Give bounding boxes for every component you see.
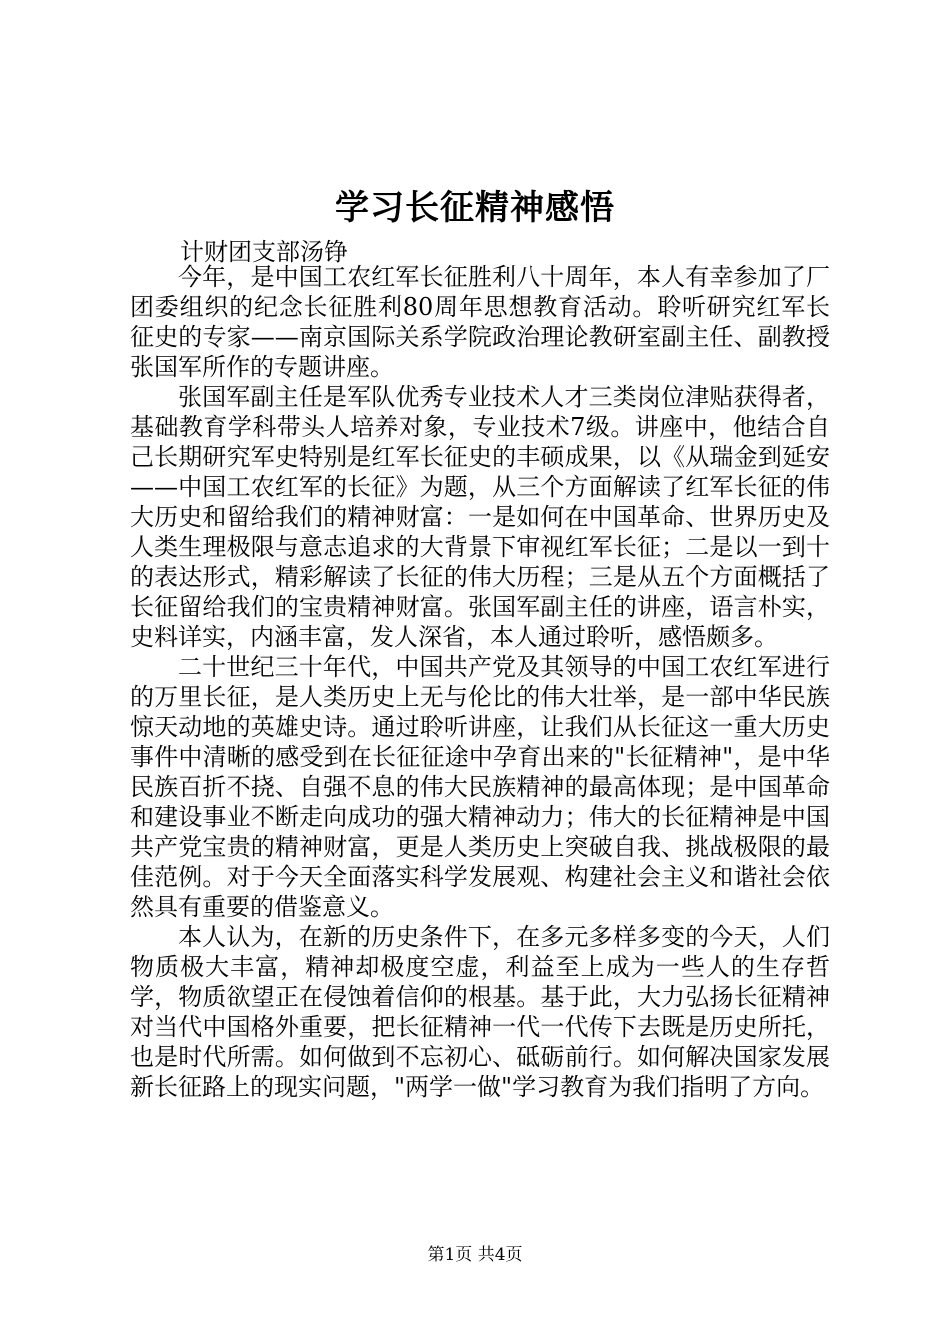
document-title: 学习长征精神感悟 — [335, 188, 615, 228]
page-number-footer: 第1页 共4页 — [427, 1245, 523, 1265]
paragraph: 张国军副主任是军队优秀专业技术人才三类岗位津贴获得者，基础教育学科带头人培养对象，专业技术7级。讲座中，他结合自己长期研究军史特别是红军长征史的丰硕成果，以《从瑞金到延安——中国工农红军的长征》为题，从三个方面解读了红军长征的伟大历史和留给我们的精神财富：一是如何在中国革命、世界历史及人类生理极限与意志追求的大背景下审视红军长征；二是以一到十的表达形式，精彩解读了长征的伟大历程；三是从五个方面概括了长征留给我们的宝贵精神财富。张国军副主任的讲座，语言朴实，史料详实，内涵丰富，发人深省，本人通过聆听，感悟颇多。 — [130, 383, 830, 651]
paragraph: 本人认为，在新的历史条件下，在多元多样多变的今天，人们物质极大丰富，精神却极度空虚，利益至上成为一些人的生存哲学，物质欲望正在侵蚀着信仰的根基。基于此，大力弘扬长征精神对当代中国格外重要，把长征精神一代一代传下去既是历史所托，也是时代所需。如何做到不忘初心、砥砺前行。如何解决国家发展新长征路上的现实问题，"两学一做"学习教育为我们指明了方向。 — [130, 923, 830, 1101]
document-author: 计财团支部汤铮 — [180, 238, 348, 266]
paragraph: 二十世纪三十年代，中国共产党及其领导的中国工农红军进行的万里长征，是人类历史上无与伦比的伟大壮举，是一部中华民族惊天动地的英雄史诗。通过聆听讲座，让我们从长征这一重大历史事件中清晰的感受到在长征征途中孕育出来的"长征精神"，是中华民族百折不挠、自强不息的伟大民族精神的最高体现；是中国革命和建设事业不断走向成功的强大精神动力；伟大的长征精神是中国共产党宝贵的精神财富，更是人类历史上突破自我、挑战极限的最佳范例。对于今天全面落实科学发展观、构建社会主义和谐社会依然具有重要的借鉴意义。 — [130, 653, 830, 921]
paragraph: 今年，是中国工农红军长征胜利八十周年，本人有幸参加了厂团委组织的纪念长征胜利80周年思想教育活动。聆听研究红军长征史的专家——南京国际关系学院政治理论教研室副主任、副教授张国军所作的专题讲座。 — [130, 263, 830, 381]
document-body — [130, 262, 830, 1102]
